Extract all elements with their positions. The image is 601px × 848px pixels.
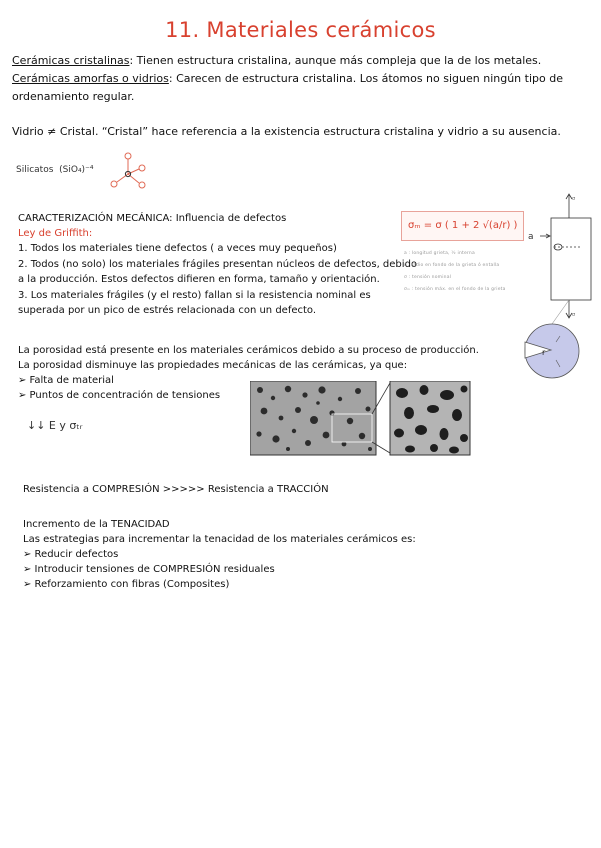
formula-legend-3: σ : tensión nominal	[404, 275, 452, 280]
diagram-label-top: σ	[572, 196, 576, 202]
diagram-label-a: a	[528, 232, 534, 242]
caracterizacion-heading: CARACTERIZACIÓN MECÁNICA: Influencia de defectos	[18, 213, 287, 224]
diagram-label-bottom: σ	[572, 312, 576, 318]
porosidad-bullet-2: ➢ Puntos de concentración de tensiones	[18, 390, 221, 401]
crack-diagram	[518, 192, 598, 380]
intro-line-3: ordenamiento regular.	[12, 90, 135, 103]
formula-legend-1: a : longitud grieta, ½ interna	[404, 251, 475, 256]
compresion-vs-traccion: Resistencia a COMPRESIÓN >>>>> Resistencia a TRACCIÓN	[23, 484, 329, 495]
griffith-item-2a: 2. Todos (no solo) los materiales frágiles presentan núcleos de defectos, debido	[18, 259, 418, 270]
formula-lhs: σₘ =	[408, 220, 433, 231]
tenacidad-bullet-3: ➢ Reforzamiento con fibras (Composites)	[23, 579, 230, 590]
griffith-item-3b: superada por un pico de estrés relacionada con un defecto.	[18, 305, 317, 316]
diagram-label-r: r	[542, 348, 546, 357]
porosidad-line-2: La porosidad disminuye las propiedades mecánicas de las cerámicas, ya que:	[18, 360, 408, 371]
formula-rhs: σ ( 1 + 2 √(a/r) )	[435, 220, 518, 231]
term-ceramicas-amorfas: Cerámicas amorfas o vidrios	[12, 72, 169, 85]
term-ceramicas-cristalinas: Cerámicas cristalinas	[12, 54, 130, 67]
tenacidad-line-1: Las estrategias para incrementar la tenacidad de los materiales cerámicos es:	[23, 534, 416, 545]
intro-line-2-text: : Carecen de estructura cristalina. Los átomos no siguen ningún tipo de	[168, 72, 563, 85]
intro-line-2	[12, 70, 563, 88]
tenacidad-bullet-1: ➢ Reducir defectos	[23, 549, 119, 560]
porosity-micrographs	[250, 381, 472, 457]
griffith-heading: Ley de Griffith:	[18, 228, 93, 239]
formula-legend-2: r : radio en fondo de la grieta ó entalla	[404, 263, 500, 268]
tetrahedron-icon	[108, 150, 152, 192]
silicatos-formula: (SiO₄)⁻⁴	[59, 165, 94, 175]
page-title: 11. Materiales cerámicos	[165, 18, 436, 42]
griffith-formula	[401, 211, 524, 241]
formula-legend-4: σₘ : tensión máx. en el fondo de la grieta	[404, 287, 506, 292]
silicatos-label: Silicatos	[16, 165, 54, 175]
porosidad-bullet-1: ➢ Falta de material	[18, 375, 114, 386]
intro-line-1-text: : Tienen estructura cristalina, aunque más compleja que la de los metales.	[129, 54, 542, 67]
griffith-item-2b: a la producción. Estos defectos difieren en forma, tamaño y orientación.	[18, 274, 380, 285]
griffith-item-3a: 3. Los materiales frágiles (y el resto) fallan si la resistencia nominal es	[18, 290, 371, 301]
porosidad-line-1: La porosidad está presente en los materiales cerámicos debido a su proceso de producción.	[18, 345, 479, 356]
intro-line-1	[12, 52, 541, 70]
silicatos-note	[16, 165, 93, 175]
porosidad-note: ↓↓ E y σₜᵣ	[27, 419, 83, 432]
griffith-item-1: 1. Todos los materiales tiene defectos ( a veces muy pequeños)	[18, 243, 337, 254]
tenacidad-heading: Incremento de la TENACIDAD	[23, 519, 170, 530]
intro-line-4: Vidrio ≠ Cristal. “Cristal” hace referencia a la existencia estructura cristalina y vidrio a su ausencia.	[12, 125, 561, 138]
tenacidad-bullet-2: ➢ Introducir tensiones de COMPRESIÓN residuales	[23, 564, 275, 575]
